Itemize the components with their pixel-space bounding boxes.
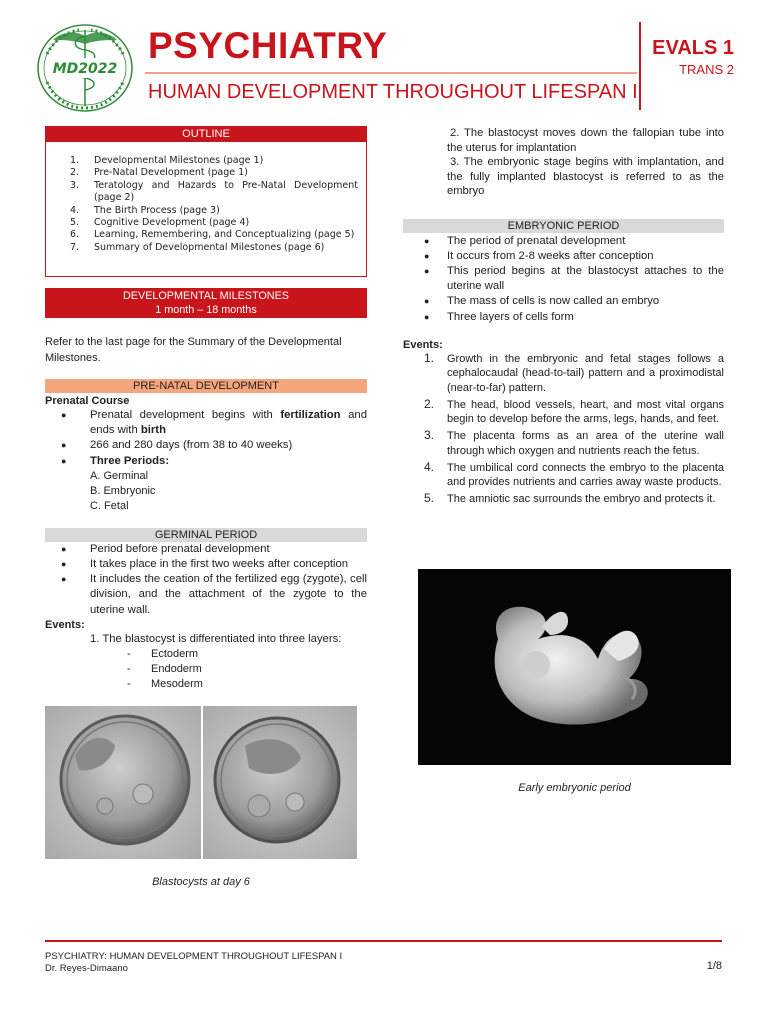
left-column [45,126,367,692]
footer-divider [45,940,722,942]
germinal-bullets [45,542,367,618]
outline-item[interactable]: 6. Learning, Remembering, and Conceptualizing (page 5) [70,229,355,241]
list-item: ● It includes the ceation of the fertilized egg (zygote), cell division, and the attachment of the zygote to the uterine wall. [45,572,367,618]
outline-item[interactable]: 3. Teratology and Hazards to Pre-Natal Development (page 2) [70,179,358,204]
embryonic-heading: EMBRYONIC PERIOD [403,219,724,233]
germinal-events-label: Events: [45,618,85,631]
list-item: ● Three Periods: [45,454,367,469]
prenatal-course-label: Prenatal Course [45,395,130,407]
footer-author: Dr. Reyes-Dimaano [45,963,128,974]
blastocyst-image [45,706,357,859]
milestones-text: Refer to the last page for the Summary of the Developmental Milestones. [45,336,342,364]
germinal-event-1: 1. The blastocyst is differentiated into three layers: [90,632,342,645]
list-item: 1. Growth in the embryonic and fetal stages follows a cephalocaudal (head-to-tail) pattern and a proximodistal (near-to-far) pattern. [424,350,724,394]
footer-title: PSYCHIATRY: HUMAN DEVELOPMENT THROUGHOUT LIFESPAN I [45,951,343,962]
embryo-caption: Early embryonic period [518,782,631,794]
evals-label: EVALS 1 [652,37,734,59]
svg-text:MD2022: MD2022 [52,61,118,77]
right-column [403,126,724,509]
page-number: 1/8 [706,960,722,972]
page-title: PSYCHIATRY [148,25,388,66]
prenatal-heading: PRE-NATAL DEVELOPMENT [45,379,367,393]
embryonic-bullets [403,234,724,325]
list-item: ● Prenatal development begins with fertilization and ends with birth [45,408,367,438]
list-item: ● 266 and 280 days (from 38 to 40 weeks) [45,438,367,453]
outline-item[interactable]: 1. Developmental Milestones (page 1) [70,155,264,166]
outline-box [45,126,367,277]
prenatal-bullets [45,408,367,469]
embryonic-events-label: Events: [403,338,443,351]
layer-item: - Endoderm [127,662,202,675]
layer-item: - Mesoderm [127,677,203,690]
layer-item: - Ectoderm [127,647,199,660]
germinal-events-continued: 2. The blastocyst moves down the fallopian tube into the uterus for implantation 3. The embryonic stage begins with implantation, and the fully implanted blastocyst is referred to as the embryo [447,127,724,197]
title-divider [145,72,637,74]
trans-label: TRANS 2 [679,62,734,77]
header-vertical-divider [639,22,641,110]
list-item: ● It takes place in the first two weeks after conception [45,557,367,572]
list-item: ● This period begins at the blastocyst attaches to the uterine wall [403,264,724,294]
outline-item[interactable]: 2. Pre-Natal Development (page 1) [70,167,248,179]
list-item: ● Three layers of cells form [403,310,724,325]
germinal-heading: GERMINAL PERIOD [45,528,367,542]
list-item: ● Period before prenatal development [45,542,367,557]
embryo-image [418,569,731,765]
list-item: 3. The placenta forms as an area of the uterine wall through which oxygen and nutrients reach the fetus. [424,428,724,457]
milestones-heading: DEVELOPMENTAL MILESTONES 1 month – 18 months [45,288,367,318]
page-subtitle: HUMAN DEVELOPMENT THROUGHOUT LIFESPAN I [148,81,638,103]
blastocyst-caption: Blastocysts at day 6 [152,876,250,888]
outline-item[interactable]: 5. Cognitive Development (page 4) [70,217,250,229]
outline-heading: OUTLINE [46,127,366,142]
list-item: ● The mass of cells is now called an embryo [403,294,724,309]
periods-list: A. Germinal B. Embryonic C. Fetal [90,469,156,512]
list-item: ● It occurs from 2-8 weeks after conception [403,249,724,264]
list-item: ● The period of prenatal development [403,234,724,249]
list-item: 4. The umbilical cord connects the embryo to the placenta and provides nutrients and carries away waste products. [424,459,724,489]
outline-item[interactable]: 4. The Birth Process (page 3) [70,204,220,216]
outline-item[interactable]: 7. Summary of Developmental Milestones (page 6) [70,241,325,253]
list-item: 5. The amniotic sac surrounds the embryo and protects it. [424,491,716,506]
embryonic-events-list [403,352,724,507]
outline-list [46,142,366,254]
md2022-logo [35,22,135,114]
list-item: 2. The head, blood vessels, heart, and most vital organs begin to develop before the arms, legs, hands, and feet. [424,396,724,426]
